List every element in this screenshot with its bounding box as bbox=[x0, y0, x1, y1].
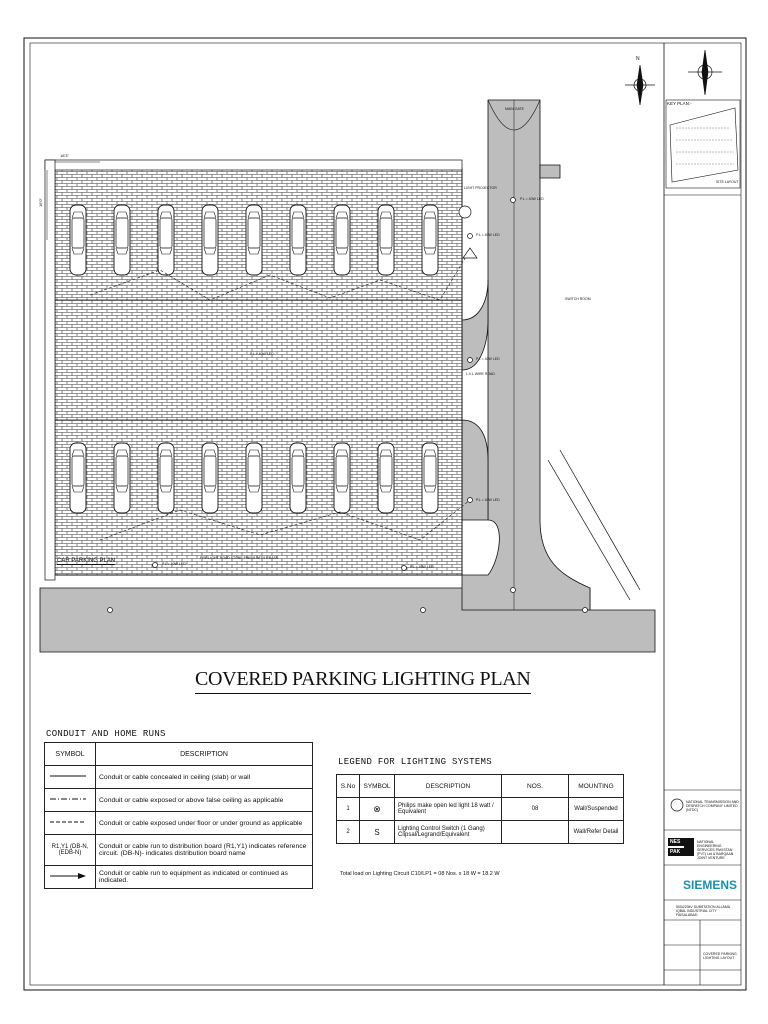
gate-label: MAIN GATE bbox=[505, 107, 524, 111]
legend-col-symbol: SYMBOL bbox=[360, 775, 395, 798]
table-row bbox=[337, 798, 624, 821]
symbol-home-run: R1,Y1 (DB-N,(EDB-N) bbox=[45, 835, 96, 866]
table-row bbox=[45, 866, 313, 889]
circuit-label-6: P.L = 40W LED bbox=[410, 565, 434, 569]
table-row bbox=[45, 812, 313, 835]
conduit-desc-2: Conduit or cable exposed or above false ceiling as applicable bbox=[96, 789, 313, 812]
legend-col-desc: DESCRIPTION bbox=[395, 775, 502, 798]
legend-table bbox=[336, 774, 624, 844]
switch-icon: S bbox=[360, 821, 395, 844]
symbol-dashdot-line bbox=[45, 789, 96, 812]
legend-desc-1: Philips make open led light 18 watt / Equivalent bbox=[395, 798, 502, 821]
conduit-col-desc: DESCRIPTION bbox=[96, 743, 313, 766]
conduit-heading: CONDUIT AND HOME RUNS bbox=[46, 729, 166, 739]
conduit-desc-1: Conduit or cable concealed in ceiling (slab) or wall bbox=[96, 766, 313, 789]
legend-heading: LEGEND FOR LIGHTING SYSTEMS bbox=[338, 757, 492, 767]
table-row bbox=[45, 766, 313, 789]
circuit-label-1: P.L = 40W LED bbox=[520, 197, 544, 201]
table-row bbox=[45, 835, 313, 866]
legend-col-nos: NOS. bbox=[502, 775, 569, 798]
legend-nos-2 bbox=[502, 821, 569, 844]
drawing-name: COVERED PARKING LIGHTING LAYOUT bbox=[703, 952, 737, 960]
legend-sno-2: 2 bbox=[337, 821, 360, 844]
nes-logo: NES bbox=[670, 839, 681, 845]
legend-col-mounting: MOUNTING bbox=[569, 775, 624, 798]
dimension-label-top: 18'3" bbox=[60, 153, 69, 158]
pak-logo: PAK bbox=[670, 849, 681, 855]
key-plan-label: KEY PLAN:- bbox=[667, 101, 692, 106]
circuit-label-3: P.L = 40W LED bbox=[476, 357, 500, 361]
legend-col-sno: S.No bbox=[337, 775, 360, 798]
siemens-logo: SIEMENS bbox=[683, 878, 738, 892]
legend-sno-1: 1 bbox=[337, 798, 360, 821]
light-projector-label: LIGHT PROJECTOR bbox=[464, 186, 497, 190]
light-fixture-icon: ⊗ bbox=[360, 798, 395, 821]
circuit-label-4: P.L = 40W LED bbox=[476, 498, 500, 502]
drawing-title: COVERED PARKING LIGHTING PLAN bbox=[195, 668, 531, 694]
total-load-note: Total load on Lighting Circuit C10/LP1 = 08 Nos. x 18 W = 18.2 W bbox=[340, 871, 500, 877]
table-row bbox=[337, 821, 624, 844]
legend-nos-1: 08 bbox=[502, 798, 569, 821]
project-name: 500/220kV SUBSTATION ALLAMA IQBAL INDUSTRIAL CITY FAISALABAD bbox=[676, 905, 730, 917]
circuit-label-5: P.L = 40W LED bbox=[162, 562, 186, 566]
car-parking-plan-label: CAR PARKING PLAN bbox=[57, 558, 116, 564]
conduit-desc-3: Conduit or cable exposed under floor or under ground as applicable bbox=[96, 812, 313, 835]
conduit-col-symbol: SYMBOL bbox=[45, 743, 96, 766]
center-label: P.L = 40W LED bbox=[250, 352, 274, 356]
parking-bays-top bbox=[70, 205, 438, 275]
north-label: N bbox=[636, 56, 640, 62]
legend-desc-2: Lighting Control Switch (1 Gang) Clipsal/Legrand/Equivalent bbox=[395, 821, 502, 844]
symbol-solid-line bbox=[45, 766, 96, 789]
symbol-arrow-line bbox=[45, 866, 96, 889]
conduit-desc-4: Conduit or cable run to distribution board (R1,Y1) indicates reference circuit. (DB-N)- indicates distribution board name bbox=[96, 835, 313, 866]
switch-room-label: SWITCH ROOM bbox=[565, 297, 591, 301]
consultant-name: NATIONAL ENGINEERING SERVICES PAKISTAN (PVT) Ltd & BARQAAB JOINT VENTURE bbox=[697, 840, 734, 860]
conduit-table bbox=[44, 742, 313, 889]
dimension-label-side: 16'0" bbox=[37, 198, 43, 207]
symbol-dashed-line bbox=[45, 812, 96, 835]
legend-mount-1: Wall/Suspended bbox=[569, 798, 624, 821]
conduit-desc-5: Conduit or cable run to equipment as indicated or continued as indicated. bbox=[96, 866, 313, 889]
table-row bbox=[45, 789, 313, 812]
client-name: NATIONAL TRANSMISSION AND DESPATCH COMPANY LIMITED (NTDC) bbox=[686, 800, 739, 812]
key-plan-caption: SITE LAYOUT bbox=[716, 180, 739, 184]
circuit-label-2: P.L = 40W LED bbox=[476, 233, 500, 237]
legend-mount-2: Wall/Refer Detail bbox=[569, 821, 624, 844]
lane-label: L.V.L WIRE ROAD bbox=[466, 372, 495, 376]
parking-bays-bottom bbox=[70, 443, 438, 513]
lower-note: PRE-LIGHT ROAD STONE FINISH WITH GRASS bbox=[200, 556, 279, 560]
